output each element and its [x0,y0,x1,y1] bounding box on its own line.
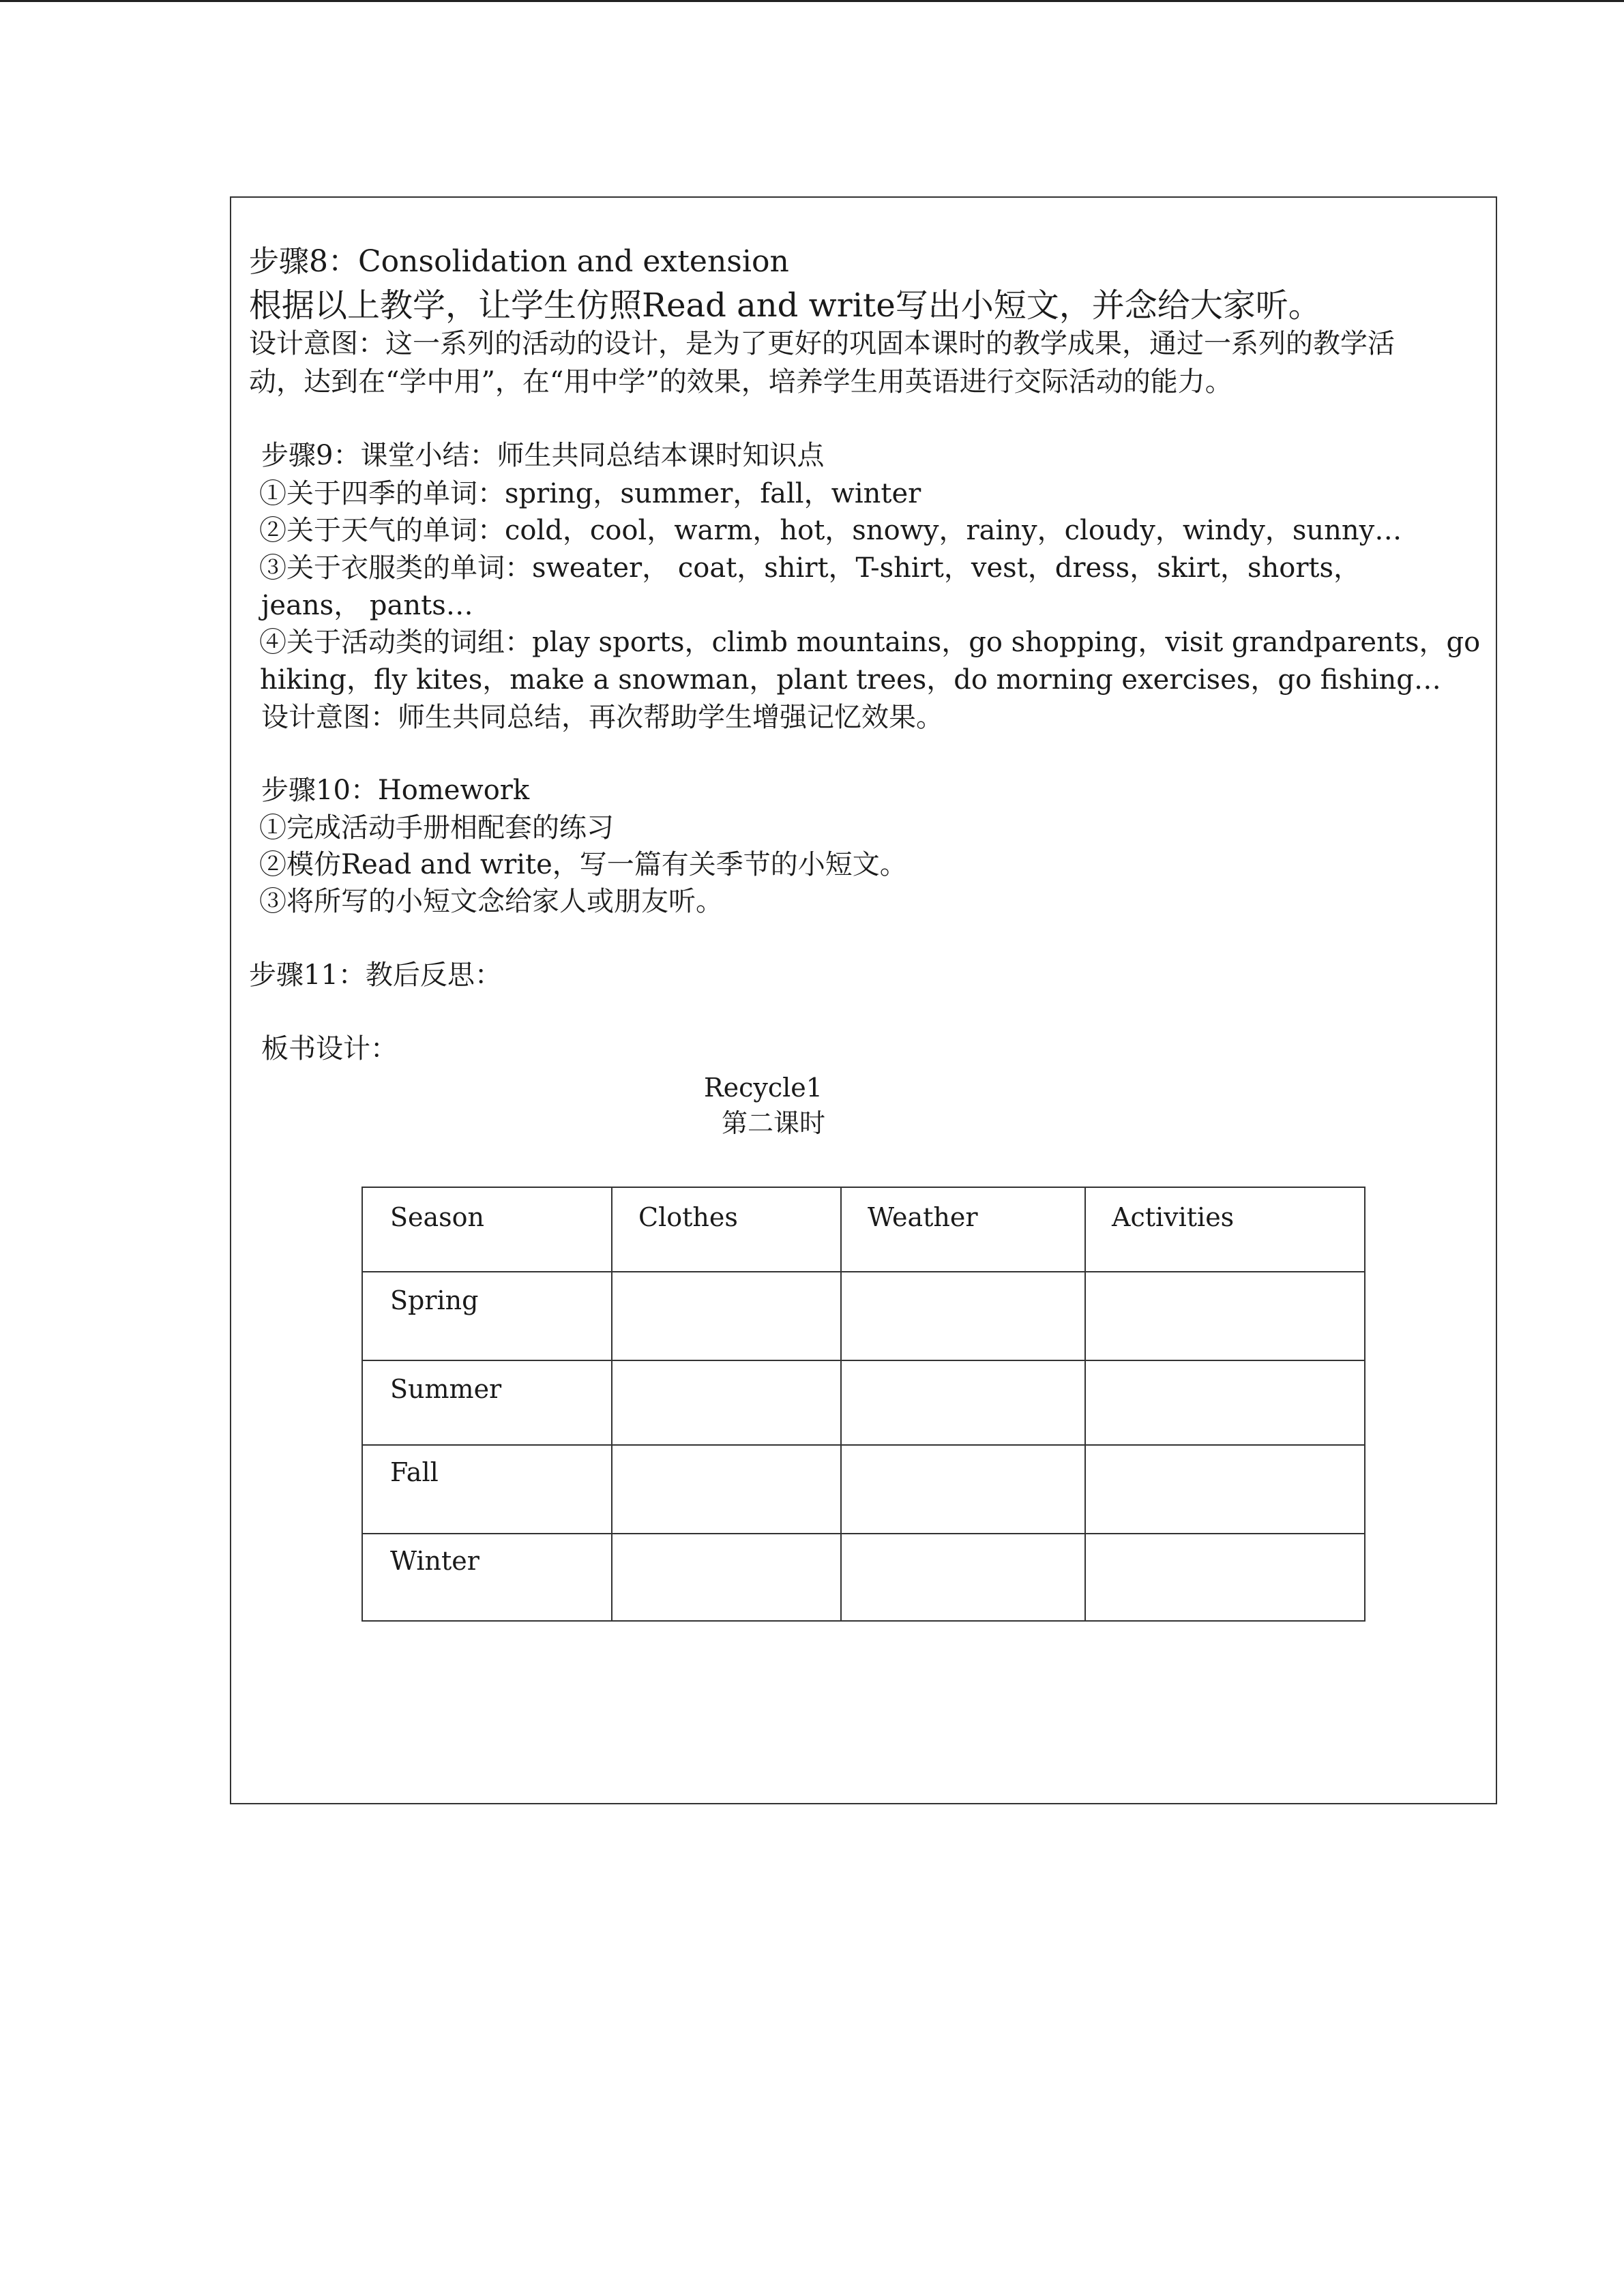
step9-intent: 设计意图：师生共同总结，再次帮助学生增强记忆效果。 [261,702,943,733]
board-subtitle: 第二课时 [722,1108,826,1138]
step11-title: 步骤11：教后反思： [249,959,502,991]
table-header-season: Season [390,1202,485,1232]
table-row-summer: Summer [390,1374,502,1404]
board-design-label: 板书设计： [261,1033,398,1064]
step10-item3: ③将所写的小短文念给家人或朋友听。 [259,886,723,917]
top-border-rule [0,0,1624,2]
table-row-winter: Winter [390,1546,479,1576]
board-title: Recycle1 [704,1073,823,1103]
step9-item-seasons: ①关于四季的单词：spring，summer，fall，winter [259,478,921,509]
table-row-divider [363,1444,1364,1446]
step9-item-weather: ②关于天气的单词：cold，cool，warm，hot，snowy，rainy，cloudy，windy，sunny… [259,515,1402,546]
step10-item2: ②模仿Read and write，写一篇有关季节的小短文。 [259,849,907,880]
table-column-divider [840,1188,842,1620]
step9-item-activities-line1: ④关于活动类的词组：play sports，climb mountains，go shopping，visit grandparents，go [259,627,1481,658]
step9-item-clothes-line1: ③关于衣服类的单词：sweater， coat，shirt，T-shirt，vest，dress，skirt，shorts， [259,552,1361,584]
table-row-spring: Spring [390,1285,479,1315]
step8-intent-line2: 动，达到在“学中用”，在“用中学”的效果，培养学生用英语进行交际活动的能力。 [249,366,1232,398]
table-row-divider [363,1271,1364,1272]
table-row-divider [363,1533,1364,1534]
step8-title: 步骤8：Consolidation and extension [249,244,789,279]
step8-intent-line1: 设计意图：这一系列的活动的设计，是为了更好的巩固本课时的教学成果，通过一系列的教学活 [249,328,1395,359]
step8-instruction: 根据以上教学，让学生仿照Read and write写出小短文，并念给大家听。 [249,286,1321,325]
step10-title: 步骤10：Homework [261,775,530,806]
table-header-weather: Weather [868,1202,978,1232]
step9-item-clothes-line2: jeans， pants… [261,590,473,621]
board-table [361,1187,1365,1622]
step10-item1: ①完成活动手册相配套的练习 [259,812,614,844]
table-row-fall: Fall [390,1457,439,1487]
step9-item-activities-line2: hiking，fly kites，make a snowman，plant trees，do morning exercises，go fishing… [260,664,1441,696]
step9-title: 步骤9：课堂小结：师生共同总结本课时知识点 [261,440,825,471]
table-header-activities: Activities [1112,1202,1235,1232]
table-row-divider [363,1360,1364,1361]
table-column-divider [1084,1188,1086,1620]
table-column-divider [611,1188,612,1620]
table-header-clothes: Clothes [638,1202,738,1232]
